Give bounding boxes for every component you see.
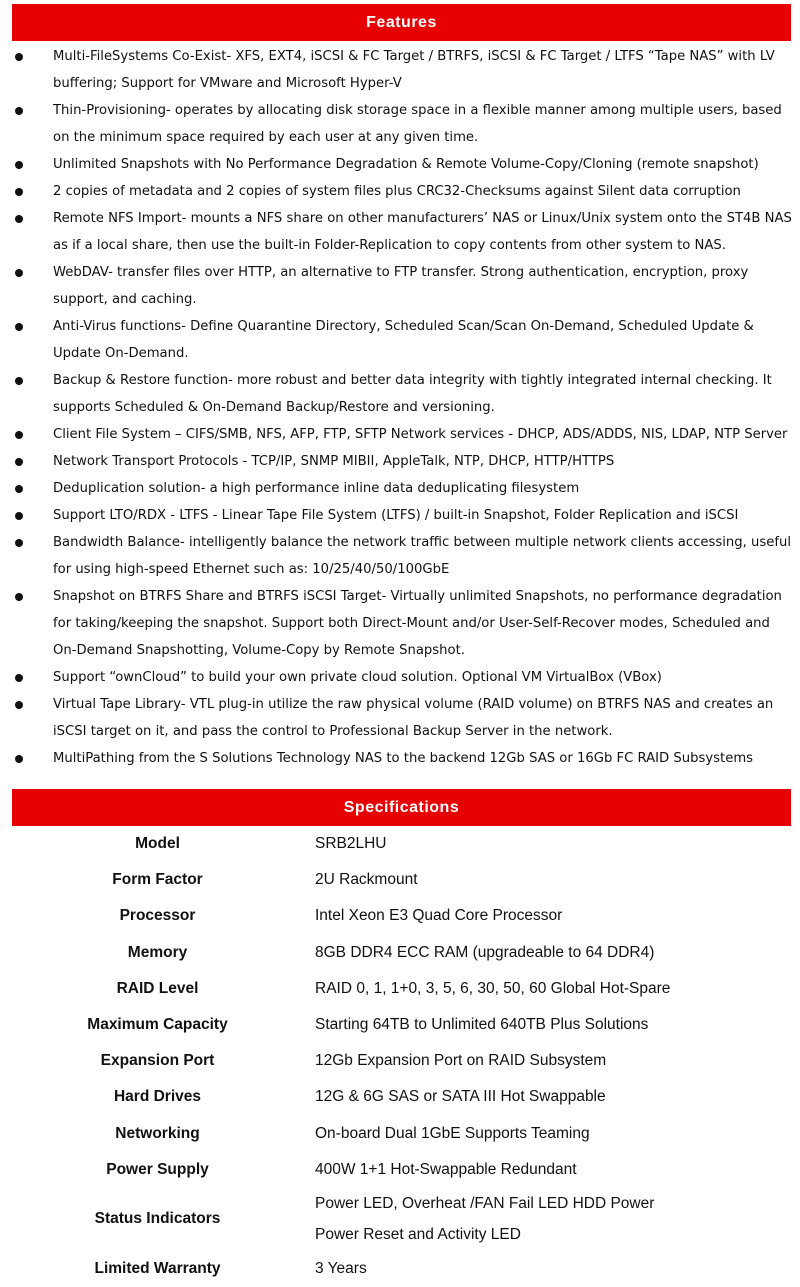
spec-row [0, 898, 800, 934]
feature-item [0, 97, 800, 151]
bullet-icon [15, 701, 23, 709]
feature-item [0, 448, 800, 475]
feature-text: Bandwidth Balance- intelligently balance the network traffic between multiple network clients accessing, useful for using high-speed Ethernet such as: 10/25/40/50/100GbE [53, 535, 791, 577]
specifications-table [0, 826, 800, 1287]
feature-item [0, 151, 800, 178]
spec-label: Form Factor [112, 871, 203, 889]
spec-label: Power Supply [106, 1160, 209, 1178]
spec-value: Intel Xeon E3 Quad Core Processor [315, 907, 563, 925]
features-header [12, 4, 791, 41]
features-title: Features [366, 13, 437, 31]
feature-text: 2 copies of metadata and 2 copies of system files plus CRC32-Checksums against Silent data corruption [53, 184, 741, 199]
spec-row [0, 1251, 800, 1287]
feature-item [0, 691, 800, 745]
feature-item [0, 502, 800, 529]
feature-item [0, 745, 800, 772]
spec-value [315, 1188, 800, 1251]
feature-text: Support LTO/RDX - LTFS - Linear Tape File System (LTFS) / built-in Snapshot, Folder Replication and iSCSI [53, 508, 739, 523]
bullet-icon [15, 431, 23, 439]
feature-text: Virtual Tape Library- VTL plug-in utilize the raw physical volume (RAID volume) on BTRFS NAS and creates an iSCSI target on it, and pass the control to Professional Backup Server in the network. [53, 697, 774, 739]
spec-row [0, 826, 800, 862]
bullet-icon [15, 188, 23, 196]
spec-label: Status Indicators [94, 1210, 221, 1228]
features-list [0, 43, 800, 772]
feature-text: Deduplication solution- a high performance inline data deduplicating filesystem [53, 481, 580, 496]
bullet-icon [15, 485, 23, 493]
feature-item [0, 205, 800, 259]
bullet-icon [15, 755, 23, 763]
bullet-icon [15, 458, 23, 466]
bullet-icon [15, 323, 23, 331]
feature-text: Network Transport Protocols - TCP/IP, SNMP MIBII, AppleTalk, NTP, DHCP, HTTP/HTTPS [53, 454, 615, 469]
spec-row [0, 1007, 800, 1043]
bullet-icon [15, 674, 23, 682]
feature-text: MultiPathing from the S Solutions Technology NAS to the backend 12Gb SAS or 16Gb FC RAID Subsystems [53, 751, 754, 766]
spec-label: Networking [115, 1124, 200, 1142]
feature-text: Snapshot on BTRFS Share and BTRFS iSCSI Target- Virtually unlimited Snapshots, no performance degradation for taking/keeping the snapshot. Support both Direct-Mount and/or User-Self-Recover modes, Scheduled and On-Demand Snapshotting, Volume-Copy by Remote Snapshot. [53, 589, 782, 658]
spec-value: 12Gb Expansion Port on RAID Subsystem [315, 1052, 607, 1070]
bullet-icon [15, 161, 23, 169]
spec-value: RAID 0, 1, 1+0, 3, 5, 6, 30, 50, 60 Global Hot-Spare [315, 979, 671, 997]
bullet-icon [15, 377, 23, 385]
bullet-icon [15, 539, 23, 547]
specifications-title: Specifications [343, 798, 460, 816]
spec-value-line: Power LED, Overheat /FAN Fail LED HDD Power [315, 1195, 655, 1213]
spec-value: 12G & 6G SAS or SATA III Hot Swappable [315, 1088, 606, 1106]
bullet-icon [15, 107, 23, 115]
spec-value: 2U Rackmount [315, 871, 418, 889]
bullet-icon [15, 512, 23, 520]
spec-row [0, 1079, 800, 1115]
feature-item [0, 367, 800, 421]
feature-item [0, 475, 800, 502]
feature-text: Anti-Virus functions- Define Quarantine Directory, Scheduled Scan/Scan On-Demand, Scheduled Update & Update On-Demand. [53, 319, 754, 361]
feature-item [0, 421, 800, 448]
feature-item [0, 313, 800, 367]
spec-value: On-board Dual 1GbE Supports Teaming [315, 1124, 590, 1142]
feature-item [0, 259, 800, 313]
feature-text: Backup & Restore function- more robust and better data integrity with tightly integrated internal checking. It supports Scheduled & On-Demand Backup/Restore and versioning. [53, 373, 772, 415]
feature-item [0, 583, 800, 664]
spec-row [0, 1188, 800, 1251]
spec-label: Maximum Capacity [87, 1016, 228, 1034]
feature-text: Multi-FileSystems Co-Exist- XFS, EXT4, iSCSI & FC Target / BTRFS, iSCSI & FC Target / LTFS “Tape NAS” with LV buffering; Support for VMware and Microsoft Hyper-V [53, 49, 775, 91]
spec-value: SRB2LHU [315, 835, 387, 853]
bullet-icon [15, 215, 23, 223]
spec-value-line: Power Reset and Activity LED [315, 1226, 521, 1244]
spec-value: Starting 64TB to Unlimited 640TB Plus Solutions [315, 1016, 649, 1034]
feature-text: Thin-Provisioning- operates by allocating disk storage space in a flexible manner among multiple users, based on the minimum space required by each user at any given time. [53, 103, 782, 145]
spec-row [0, 1043, 800, 1079]
spec-label: Model [135, 835, 180, 853]
spec-row [0, 1116, 800, 1152]
spec-label: Limited Warranty [94, 1259, 221, 1277]
feature-item [0, 664, 800, 691]
spec-row [0, 862, 800, 898]
feature-text: WebDAV- transfer files over HTTP, an alternative to FTP transfer. Strong authentication, encryption, proxy support, and caching. [53, 265, 749, 307]
feature-text: Unlimited Snapshots with No Performance Degradation & Remote Volume-Copy/Cloning (remote snapshot) [53, 157, 759, 172]
spec-label: Memory [127, 943, 188, 961]
spec-value: 3 Years [315, 1259, 367, 1277]
spec-row [0, 1152, 800, 1188]
feature-item [0, 529, 800, 583]
spec-label: Expansion Port [100, 1052, 215, 1070]
spec-value: 400W 1+1 Hot-Swappable Redundant [315, 1160, 577, 1178]
spec-value: 8GB DDR4 ECC RAM (upgradeable to 64 DDR4) [315, 943, 655, 961]
bullet-icon [15, 593, 23, 601]
feature-item [0, 178, 800, 205]
spec-label: Processor [119, 907, 196, 925]
feature-text: Client File System – CIFS/SMB, NFS, AFP, FTP, SFTP Network services - DHCP, ADS/ADDS, NIS, LDAP, NTP Server [53, 427, 788, 442]
specifications-header [12, 789, 791, 826]
spec-row [0, 935, 800, 971]
feature-item [0, 43, 800, 97]
spec-label: Hard Drives [113, 1088, 201, 1106]
bullet-icon [15, 269, 23, 277]
feature-text: Support “ownCloud” to build your own private cloud solution. Optional VM VirtualBox (VBox) [53, 670, 662, 685]
bullet-icon [15, 53, 23, 61]
spec-label: RAID Level [116, 979, 199, 997]
spec-row [0, 971, 800, 1007]
feature-text: Remote NFS Import- mounts a NFS share on other manufacturers’ NAS or Linux/Unix system onto the ST4B NAS as if a local share, then use the built-in Folder-Replication to copy contents from other system to NAS. [53, 211, 792, 253]
